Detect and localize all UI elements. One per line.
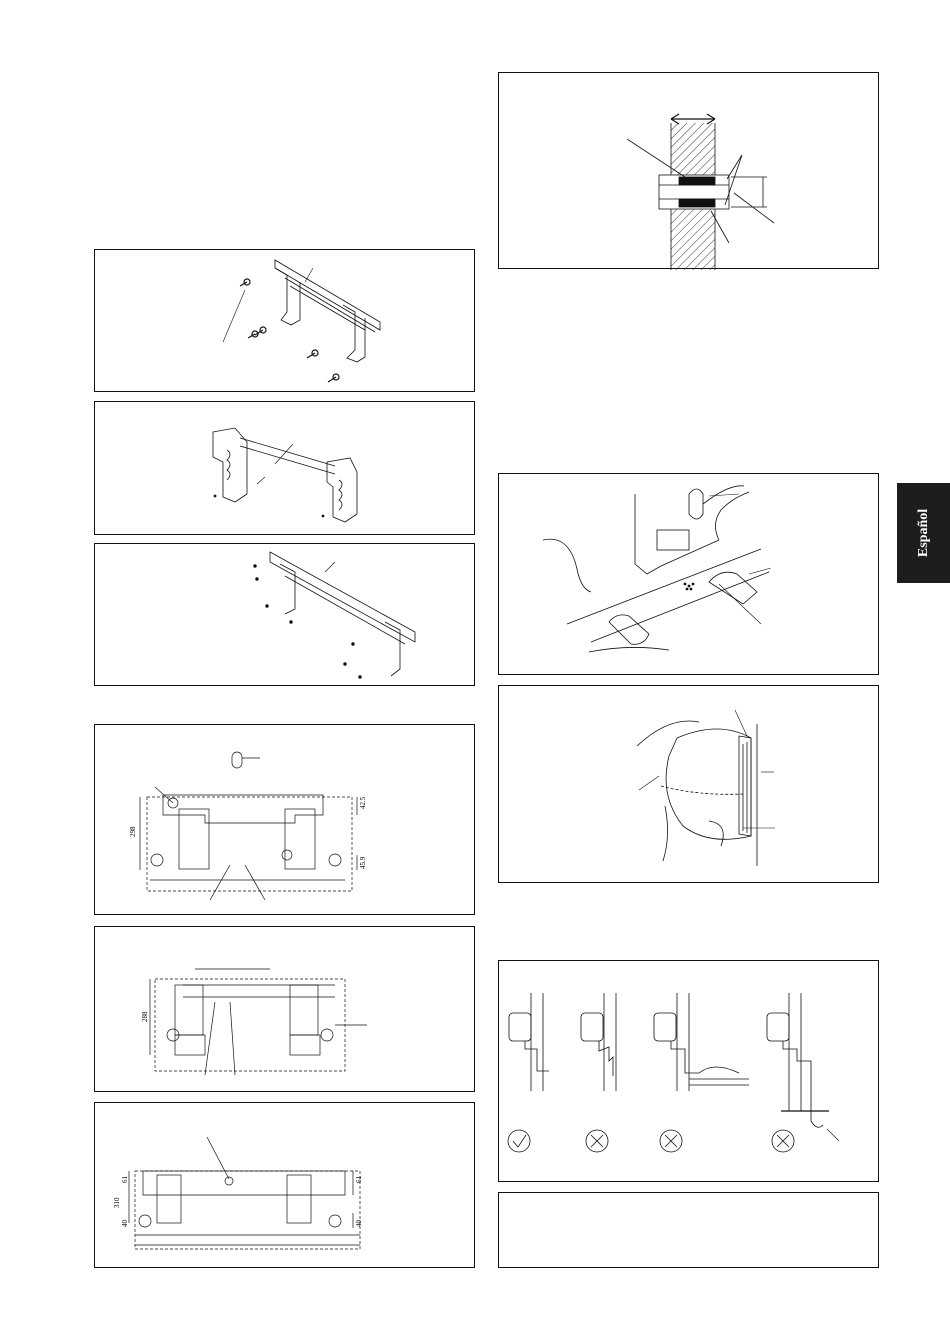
figure-bracket-bar xyxy=(94,401,475,535)
figure-drain-hose-routing xyxy=(498,960,879,1182)
drain-case-incorrect-3 xyxy=(767,993,839,1152)
dim-298: 298 xyxy=(129,826,137,837)
drain-case-incorrect-2 xyxy=(654,993,749,1152)
drain-hose-routing-drawing xyxy=(499,961,880,1183)
figure-unit-tilt xyxy=(498,685,879,883)
language-tab xyxy=(897,483,950,583)
figure-wall-pipe-section xyxy=(498,72,879,269)
dim-42-5: 42.5 xyxy=(359,796,367,809)
figure-long-plate xyxy=(94,543,475,686)
dim-61-right: 61 xyxy=(355,1176,363,1183)
dim-40-right: 40 xyxy=(355,1220,363,1227)
long-plate-drawing xyxy=(95,544,476,687)
plate-dimensions-b-drawing xyxy=(95,927,476,1093)
dim-310: 310 xyxy=(113,1197,121,1208)
figure-plate-dimensions-b xyxy=(94,926,475,1092)
unit-hook-drawing xyxy=(499,474,880,676)
dim-61-left: 61 xyxy=(121,1176,129,1183)
figure-unit-hook xyxy=(498,473,879,675)
figure-plate-dimensions-a xyxy=(94,724,475,915)
mounting-plate-screws-drawing xyxy=(95,250,476,393)
check-circle-icon xyxy=(508,1130,530,1152)
wall-pipe-section-drawing xyxy=(499,73,880,270)
bracket-bar-drawing xyxy=(95,402,476,536)
language-tab-label: Español xyxy=(915,508,931,558)
dim-40-left: 40 xyxy=(121,1220,129,1227)
figure-mounting-plate-screws xyxy=(94,249,475,392)
note-box xyxy=(498,1192,879,1268)
drain-case-incorrect-1 xyxy=(581,993,616,1152)
dim-288: 288 xyxy=(141,1011,149,1022)
unit-tilt-drawing xyxy=(499,686,880,884)
figure-plate-dimensions-c xyxy=(94,1102,475,1268)
plate-dimensions-c-drawing xyxy=(95,1103,476,1269)
plate-dimensions-a-drawing xyxy=(95,725,476,916)
dim-45-9: 45.9 xyxy=(359,856,367,869)
drain-case-correct xyxy=(508,993,549,1152)
